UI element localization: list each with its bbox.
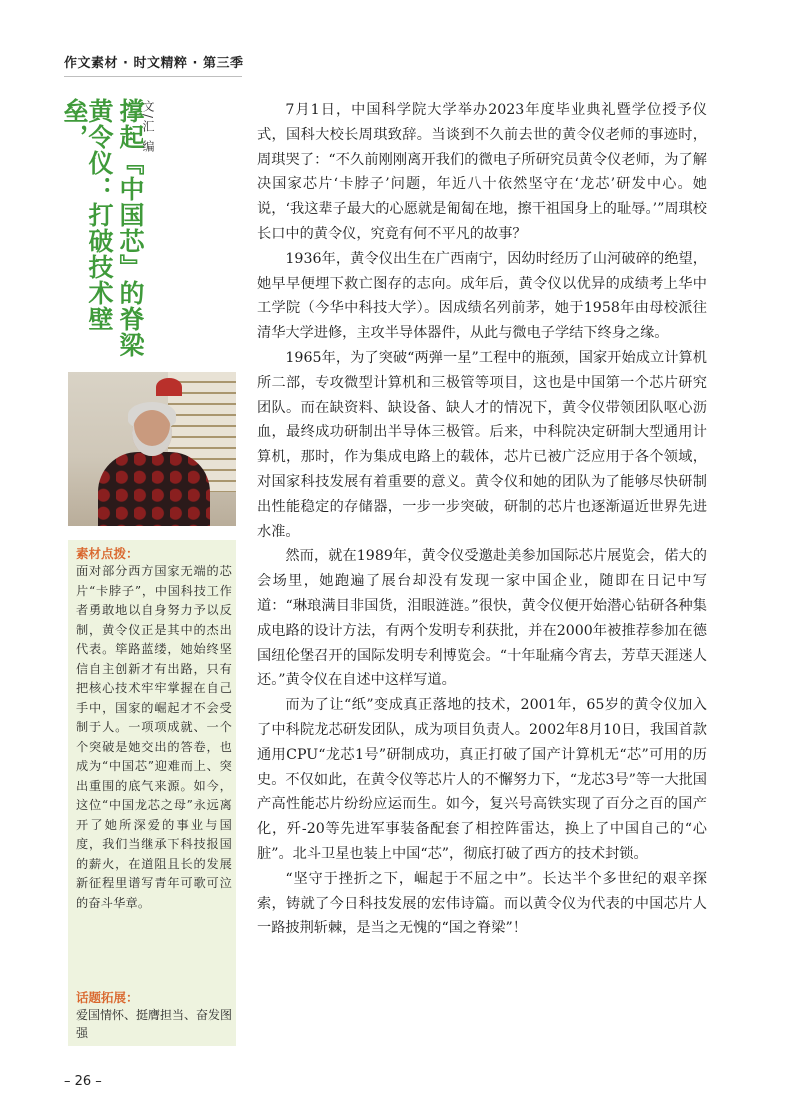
person-body [98, 452, 210, 526]
sidebar-heading: 素材点拨： [76, 546, 139, 561]
paragraph-6: “坚守于挫折之下，崛起于不屈之中”。长达半个多世纪的艰辛探索，铸就了今日科技发展的宏伟诗篇。而以黄令仪为代表的中国芯片人一路披荆斩棘，是当之无愧的“国之脊梁”！ [257, 870, 707, 937]
paragraph-1: 7月1日，中国科学院大学举办2023年度毕业典礼暨学位授予仪式，国科大校长周琪致辞。当谈到不久前去世的黄令仪老师的事迹时，周琪哭了：“不久前刚刚离开我们的微电子所研究员黄令仪老师，为了解决国家芯片‘卡脖子’问题，年近八十依然坚守在‘龙芯’研发中心。她说，‘我这辈子最大的心愿就是匍匐在地，擦干祖国身上的耻辱。’”周琪校长口中的黄令仪，究竟有何不平凡的故事？ [257, 102, 707, 242]
paragraph-5: 而为了让“纸”变成真正落地的技术，2001年，65岁的黄令仪加入了中科院龙芯研发团队，成为项目负责人。2002年8月10日，我国首款通用CPU“龙芯1号”研制成功，真正打破了国产计算机无“芯”可用的历史。不仅如此，在黄令仪等芯片人的不懈努力下，“龙芯3号”等一大批国产高性能芯片纷纷应运而生。如今，复兴号高铁实现了百分之百的国产化，歼-20等先进军事装备配套了相控阵雷达，换上了中国自己的“心脏”。北斗卫星也装上中国“芯”，彻底打破了西方的技术封锁。 [257, 697, 707, 862]
article-title [62, 98, 143, 360]
paragraph-3: 1965年，为了突破“两弹一星”工程中的瓶颈，国家开始成立计算机所二部，专攻微型计算机和三极管等项目，这也是中国第一个芯片研究团队。而在缺资料、缺设备、缺人才的情况下，黄令仪带领团队呕心沥血，最终成功研制出半导体三极管。后来，中科院决定研制大型通用计算机，那时，作为集成电路上的载体，芯片已被广泛应用于各个领域，对国家科技发展有着重要的意义。黄令仪和她的团队为了能够尽快研制出性能稳定的存储器，一步一步突破，研制的芯片也逐渐逼近世界先进水准。 [257, 349, 707, 540]
running-header: 作文素材 · 时文精粹 · 第三季 [64, 56, 244, 71]
title-line-2: 黄令仪：打破技术壁垒， [60, 98, 114, 332]
paragraph-2: 1936年，黄令仪出生在广西南宁，因幼时经历了山河破碎的绝望，她早早便埋下救亡图存的志向。成年后，黄令仪以优异的成绩考上华中工学院（今华中科技大学）。因成绩名列前茅，她于1958年由母校派往清华大学进修，主攻半导体器件，从此与微电子学结下终身之缘。 [257, 250, 707, 342]
topic-body: 爱国情怀、挺膺担当、奋发图强 [76, 1008, 233, 1040]
person-head [132, 410, 172, 456]
author-credit: 文/汇 编 [141, 100, 155, 154]
paragraph-4: 然而，就在1989年，黄令仪受邀赴美参加国际芯片展览会，偌大的会场里，她跑遍了展台却没有发现一家中国企业，随即在日记中写道：“琳琅满目非国货，泪眼涟涟。”很快，黄令仪便开始潜心钻研各种集成电路的设计方法，有两个发明专利获批，并在2000年被推荐参加在德国纽伦堡召开的国际发明专利博览会。“十年耻痛今宵去，芳草天涯迷人还。”黄令仪在自述中这样写道。 [257, 548, 707, 689]
topic-heading: 话题拓展： [76, 990, 139, 1005]
page-number: – 26 – [64, 1074, 102, 1089]
title-line-1: 撑起『中国芯』的脊梁 [116, 98, 145, 358]
header-rule [64, 76, 242, 77]
lamp [156, 378, 182, 396]
article-body [257, 98, 707, 941]
sidebar-body: 面对部分西方国家无端的芯片“卡脖子”，中国科技工作者勇敢地以自身努力予以反制，黄令仪正是其中的杰出代表。筚路蓝缕，她始终坚信自主创新才有出路，只有把核心技术牢牢掌握在自己手中，国家的崛起才不会受制于人。一项项成就、一个个突破是她交出的答卷，也成为“中国芯”迎难而上、突出重围的底气来源。如今，这位“中国龙芯之母”永远离开了她所深爱的事业与国度，我们当继承下科技报国的薪火，在道阻且长的发展新征程里谱写青年可歌可泣的奋斗华章。 [76, 564, 232, 910]
portrait-photo [68, 372, 236, 526]
sidebar-box [68, 540, 236, 1046]
